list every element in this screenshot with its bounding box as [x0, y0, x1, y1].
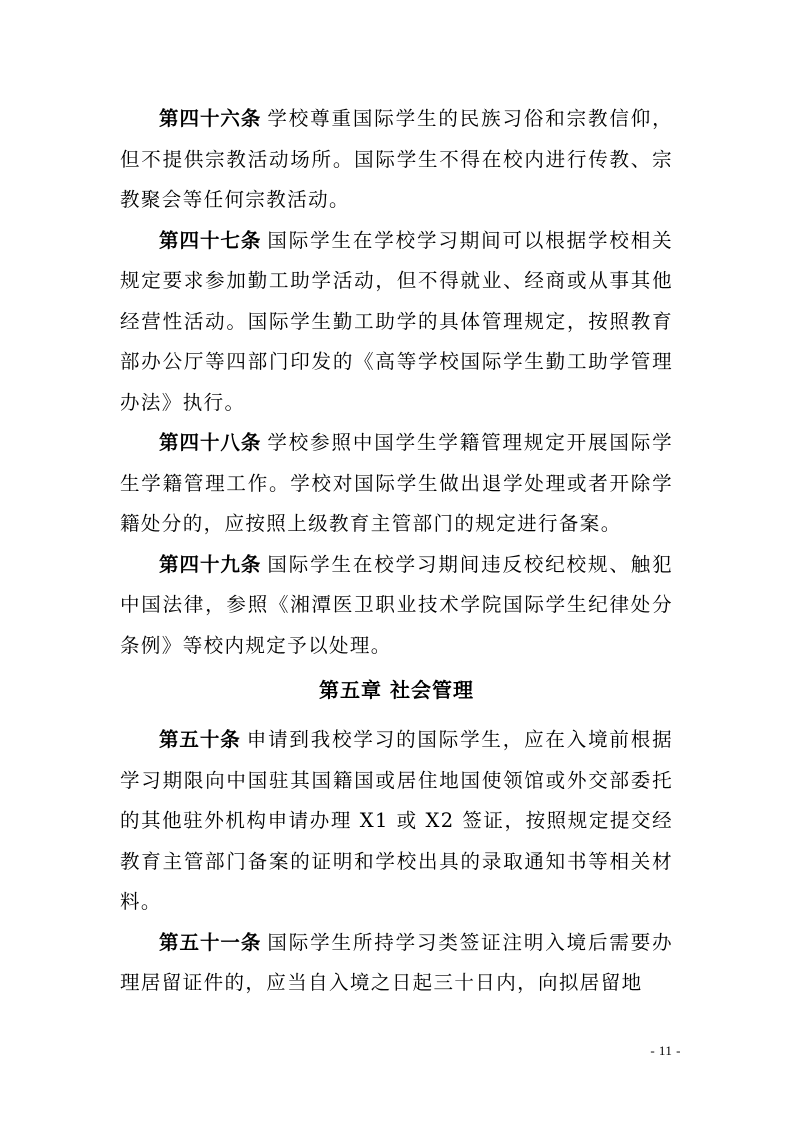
article-47 — [120, 221, 673, 424]
article-number: 第四十七条 — [159, 228, 262, 252]
article-49 — [120, 545, 673, 667]
article-number: 第四十六条 — [159, 107, 262, 130]
page-number: - 11 - — [650, 1043, 681, 1058]
article-number: 第五十条 — [159, 728, 241, 751]
article-number: 第四十八条 — [159, 431, 262, 454]
chapter-heading: 第五章 社会管理 — [319, 678, 474, 702]
article-number: 第四十九条 — [159, 552, 262, 576]
article-text: 国际学生所持学习类签证注明入境后需要办理居留证件的，应当自入境之日起三十日内，向拟居留地 — [120, 930, 673, 994]
article-text: 国际学生在学校学习期间可以根据学校相关规定要求参加勤工助学活动，但不得就业、经商或从事其他经营性活动。国际学生勤工助学的具体管理规定，按照教育部办公厅等四部门印发的《高等学校国际学生勤工助学管理办法》执行。 — [120, 228, 673, 414]
article-50 — [120, 720, 673, 923]
article-text: 申请到我校学习的国际学生，应在入境前根据学习期限向中国驻其国籍国或居住地国使领馆或外交部委托的其他驻外机构申请办理 X1 或 X2 签证，按照规定提交经教育主管部门备案的证明和学校出具的录取通知书等相关材料。 — [120, 728, 673, 913]
article-text: 学校尊重国际学生的民族习俗和宗教信仰，但不提供宗教活动场所。国际学生不得在校内进行传教、宗教聚会等任何宗教活动。 — [120, 107, 673, 211]
article-text: 国际学生在校学习期间违反校纪校规、触犯中国法律，参照《湘潭医卫职业技术学院国际学生纪律处分条例》等校内规定予以处理。 — [120, 552, 673, 657]
article-46 — [120, 99, 673, 221]
article-number: 第五十一条 — [159, 930, 262, 954]
document-body — [120, 99, 673, 1004]
article-51 — [120, 923, 673, 1004]
article-text: 学校参照中国学生学籍管理规定开展国际学生学籍管理工作。学校对国际学生做出退学处理或者开除学籍处分的，应按照上级教育主管部门的规定进行备案。 — [120, 431, 673, 535]
article-48 — [120, 423, 673, 545]
